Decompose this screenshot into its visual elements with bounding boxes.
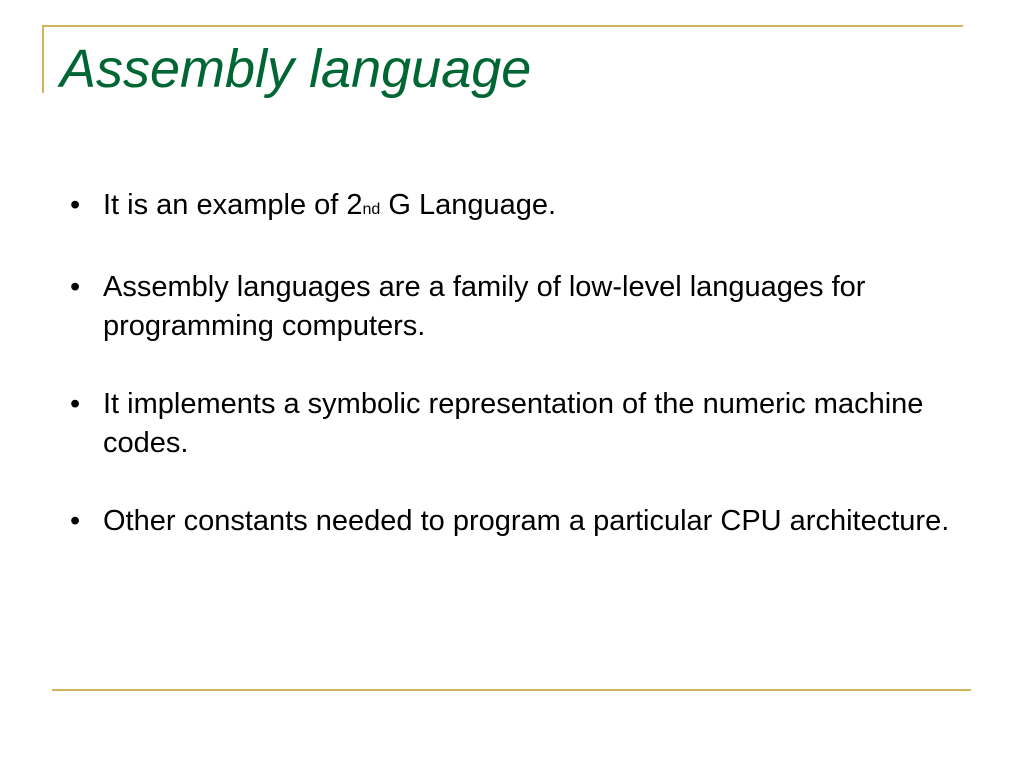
bullet-marker-icon: • (70, 271, 81, 303)
bullet-marker-icon: • (70, 505, 81, 537)
slide-title: Assembly language (60, 39, 532, 99)
bullet-text-4: Other constants needed to program a particular CPU architecture. (103, 505, 950, 537)
bullet-text-1-after: G Language. (380, 189, 557, 221)
bullet-item-1 (70, 186, 975, 229)
bullet-item-4 (70, 502, 975, 541)
bullet-list (70, 186, 975, 580)
frame-bottom-rule (52, 689, 971, 691)
frame-top-rule (42, 25, 963, 27)
bullet-text-1-superscript: nd (362, 201, 381, 218)
bullet-text-2: Assembly languages are a family of low-level languages for programming computers. (103, 271, 866, 342)
bullet-item-3 (70, 385, 975, 463)
bullet-item-2 (70, 268, 975, 346)
frame-left-rule (42, 25, 44, 93)
bullet-text-1-before: It is an example of 2 (103, 189, 363, 221)
bullet-text-3: It implements a symbolic representation of the numeric machine codes. (103, 388, 924, 459)
bullet-marker-icon: • (70, 189, 81, 221)
bullet-marker-icon: • (70, 388, 81, 420)
